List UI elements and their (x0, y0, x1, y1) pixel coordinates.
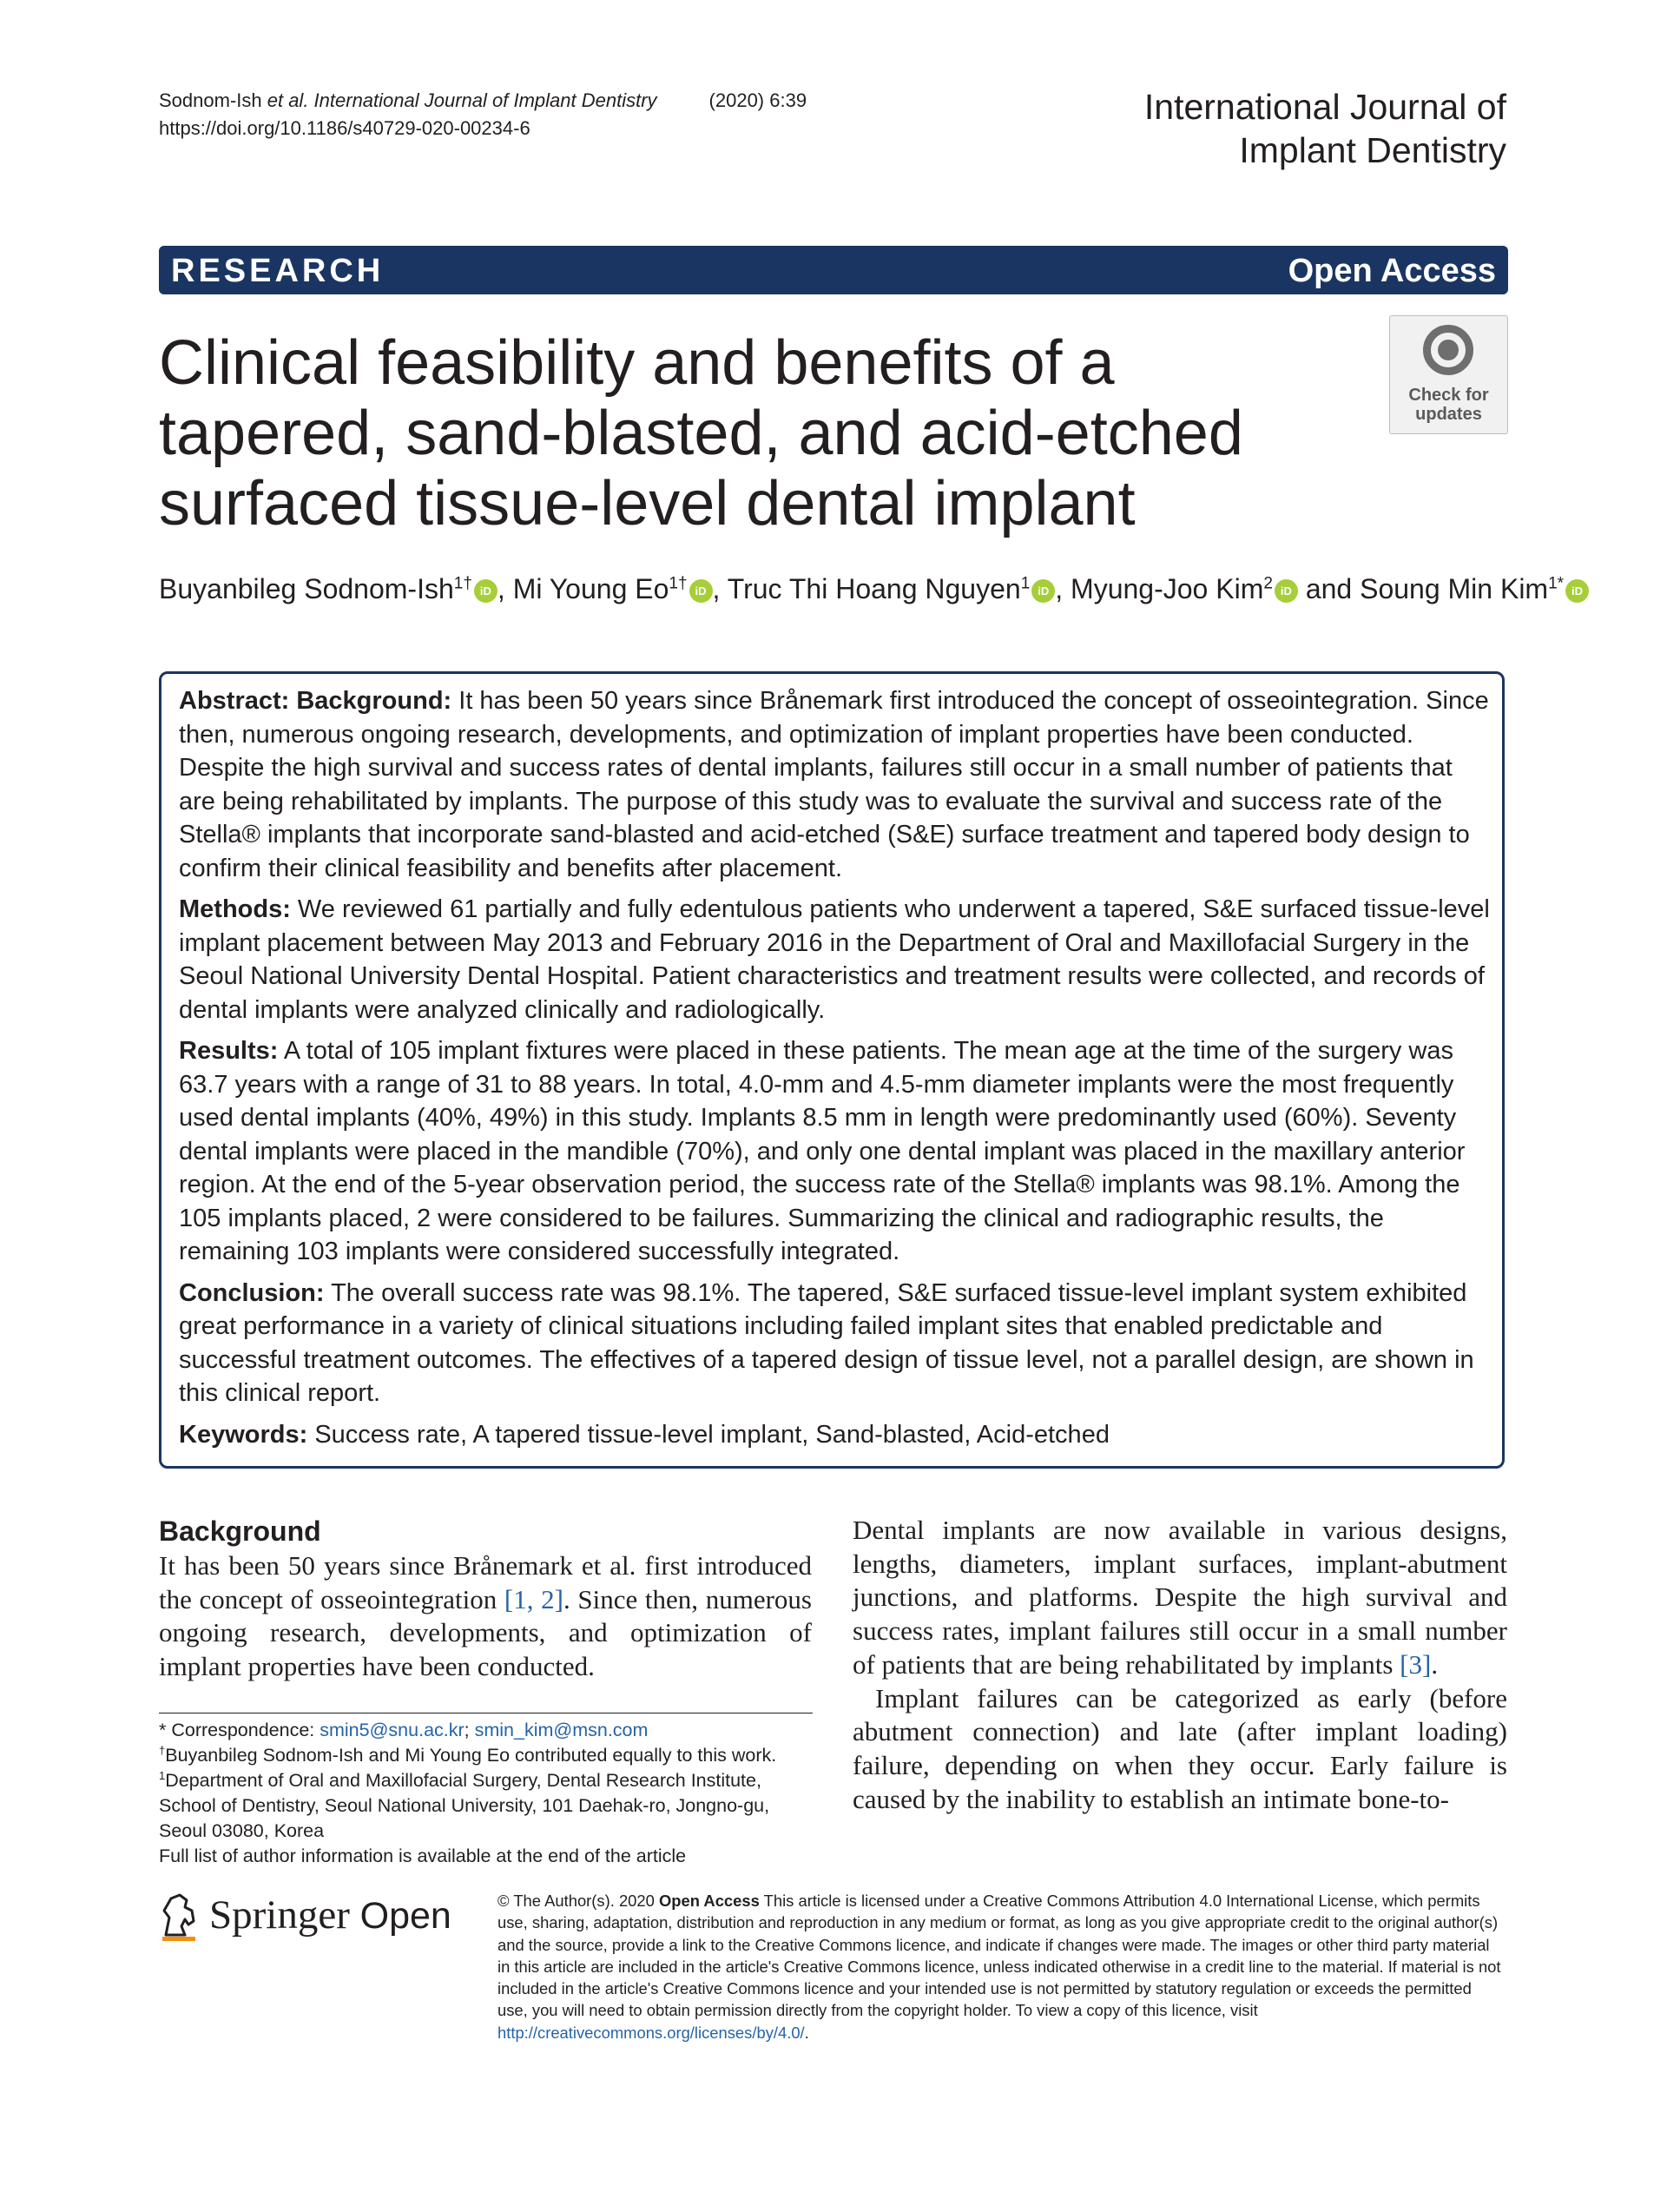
body-text: . Since then, numerous ongoing research, developments, and optimization of implant properties have been conducted. (159, 1583, 812, 1682)
author (728, 573, 1056, 604)
check-updates-icon (1423, 325, 1473, 375)
affiliation-note (159, 1768, 819, 1844)
license-end: . (804, 2023, 809, 2042)
abstract-background-label: Abstract: Background: (179, 687, 452, 715)
license-statement (497, 1890, 1505, 2044)
springer-wordmark (209, 1892, 451, 1938)
abstract-background-text: It has been 50 years since Brånemark first introduced the concept of osseointegration. Since then, numerous ongoing research, developments, and optimization of implant properties have been conducted. Despite the high survival and success rates of dental implants, failures still occur in a small number of patients that are being rehabilitated by implants. The purpose of this study was to evaluate the survival and success rate of the Stella® implants that incorporate sand-blasted and acid-etched (S&E) surface treatment and tapered body design to confirm their clinical feasibility and benefits after placement. (179, 687, 1489, 882)
journal-name (1144, 85, 1506, 172)
author-affiliation-mark: 1† (453, 574, 472, 593)
license-text: This article is licensed under a Creative Commons Attribution 4.0 International License, which permits use, sharing, adaptation, distribution and reproduction in any medium or format, as long as you give appropriate credit to the original author(s) and the source, provide a link to the Creative Commons licence, and indicate if changes were made. The images or other third party material in this article are included in the article's Creative Commons licence, unless indicated otherwise in a credit line to the material. If material is not included in the article's Creative Commons licence and your intended use is not permitted by statutory regulation or exceeds the permitted use, you will need to obtain permission directly from the copyright holder. To view a copy of this licence, visit (497, 1892, 1501, 2020)
article-type-label: RESEARCH (171, 253, 385, 289)
abstract-methods (179, 893, 1490, 1027)
author (513, 573, 713, 604)
body-text: . (1431, 1648, 1439, 1680)
article-type-banner (159, 246, 1508, 294)
citation-authors: Sodnom-Ish (159, 89, 267, 111)
citation-link[interactable]: [3] (1400, 1648, 1432, 1680)
author-affiliation-mark: 2 (1263, 574, 1273, 593)
running-header (159, 87, 807, 142)
body-paragraph: Implant failures can be categorized as early (before abutment connection) and late (after implant loading) failure, depending on when they occur. Early failure is caused by the inability to establish an intimate bone-to- (853, 1682, 1507, 1814)
springer-horse-icon (159, 1892, 202, 1942)
email-link[interactable]: smin5@snu.ac.kr (320, 1720, 465, 1740)
springer-name: Springer (209, 1892, 350, 1938)
doi-link[interactable]: https://doi.org/10.1186/s40729-020-00234-6 (159, 117, 530, 139)
abstract-keywords-text: Success rate, A tapered tissue-level implant, Sand-blasted, Acid-etched (307, 1420, 1110, 1449)
orcid-icon[interactable]: iD (689, 579, 713, 603)
orcid-icon[interactable]: iD (1565, 579, 1589, 603)
abstract-results-text: A total of 105 implant fixtures were placed in these patients. The mean age at the time of the surgery was 63.7 years with a range of 31 to 88 years. In total, 4.0-mm and 4.5-mm diameter implants were the most frequently used dental implants (40%, 49%) in this study. Implants 8.5 mm in length were predominantly used (60%). Seventy dental implants were placed in the mandible (70%), and only one dental implant was placed in the maxillary anterior region. At the end of the 5-year observation period, the success rate of the Stella® implants was 98.1%. Among the 105 implants placed, 2 were considered to be failures. Summarizing the clinical and radiographic results, the remaining 103 implants were considered successfully integrated. (179, 1037, 1466, 1265)
citation-journal: et al. International Journal of Implant Dentistry (267, 89, 657, 111)
orcid-icon[interactable]: iD (474, 579, 497, 603)
citation-year: (2020) 6:39 (708, 89, 807, 111)
correspondence (159, 1718, 819, 1743)
abstract-conclusion (179, 1277, 1490, 1410)
article-title: Clinical feasibility and benefits of a tapered, sand-blasted, and acid-etched surfaced tissue-level dental implant (159, 328, 1243, 538)
author-affiliation-mark: 1 (1020, 574, 1031, 593)
abstract-content (179, 684, 1490, 1459)
abstract-conclusion-label: Conclusion: (179, 1278, 325, 1307)
author-affiliation-mark: 1† (669, 574, 688, 593)
equal-contribution-text: Buyanbileg Sodnom-Ish and Mi Young Eo contributed equally to this work. (165, 1745, 777, 1766)
license-link[interactable]: http://creativecommons.org/licenses/by/4.0/ (497, 2023, 805, 2042)
author-affiliation-mark: 1* (1548, 574, 1565, 593)
section-heading-background: Background (159, 1515, 321, 1547)
abstract-keywords-label: Keywords: (179, 1420, 308, 1449)
author-separator: , (497, 573, 513, 604)
author (1071, 573, 1298, 604)
author-list (159, 570, 1589, 608)
author-separator: , (712, 573, 728, 604)
body-column-right (853, 1514, 1507, 1816)
citation-link[interactable]: [1, 2] (504, 1583, 563, 1614)
orcid-icon[interactable]: iD (1275, 579, 1298, 603)
abstract-conclusion-text: The overall success rate was 98.1%. The tapered, S&E surfaced tissue-level implant system exhibited great performance in a variety of clinical situations including failed implant sites that enabled predictable and successful treatment outcomes. The effectives of a tapered design of tissue level, not a parallel design, are shown in this clinical report. (179, 1278, 1474, 1407)
body-text: It has been 50 years since Brånemark et al. first introduced the concept of osseointegration (159, 1550, 812, 1614)
author-separator: and (1297, 573, 1361, 604)
body-paragraph (159, 1549, 812, 1684)
check-updates-line1: Check for (1408, 386, 1489, 405)
body-paragraph (853, 1514, 1507, 1682)
author-name: Buyanbileg Sodnom-Ish (159, 573, 454, 604)
copyright-text: © The Author(s). 2020 (497, 1892, 659, 1910)
footnotes (159, 1718, 819, 1869)
orcid-icon[interactable]: iD (1031, 579, 1055, 603)
footnote-mark: 1 (159, 1768, 166, 1782)
citation-line (159, 87, 807, 115)
equal-contribution-note (159, 1743, 819, 1768)
author (159, 573, 497, 604)
affiliation-text: Department of Oral and Maxillofacial Surgery, Dental Research Institute, School of Dentistry, Seoul National University, 101 Daehak-ro, Jongno-gu, Seoul 03080, Korea (159, 1770, 770, 1841)
footnote-mark: † (159, 1743, 166, 1757)
abstract-background (179, 684, 1490, 885)
full-author-info-note: Full list of author information is available at the end of the article (159, 1846, 687, 1866)
abstract-box (159, 671, 1505, 1469)
body-text: Dental implants are now available in various designs, lengths, diameters, implant surfaces, implant-abutment junctions, and platforms. Despite the high survival and success rates, implant failures still occur in a small number of patients that are being rehabilitated by implants (853, 1515, 1507, 1680)
author-separator: , (1055, 573, 1071, 604)
abstract-results (179, 1034, 1490, 1269)
body-column-left (159, 1514, 812, 1684)
journal-name-line1: International Journal of (1143, 87, 1506, 127)
abstract-keywords (179, 1418, 1490, 1452)
abstract-methods-text: We reviewed 61 partially and fully edentulous patients who underwent a tapered, S&E surfaced tissue-level implant placement between May 2013 and February 2016 in the Department of Oral and Maxillofacial Surgery in the Seoul National University Dental Hospital. Patient characteristics and treatment results were collected, and records of dental implants were analyzed clinically and radiologically. (179, 895, 1490, 1024)
correspondence-label: * Correspondence: (159, 1720, 320, 1740)
check-updates-text (1390, 386, 1507, 424)
springer-open-label: Open (359, 1895, 451, 1937)
email-separator: ; (464, 1720, 475, 1740)
open-access-label: Open Access (1288, 253, 1496, 289)
author-name: Myung-Joo Kim (1071, 573, 1264, 604)
abstract-results-label: Results: (179, 1037, 279, 1065)
license-open-access-label: Open Access (658, 1892, 760, 1910)
author-name: Soung Min Kim (1360, 573, 1549, 604)
email-link[interactable]: smin_kim@msn.com (474, 1720, 649, 1740)
author-name: Truc Thi Hoang Nguyen (727, 573, 1021, 604)
journal-name-line2: Implant Dentistry (1239, 130, 1506, 170)
check-for-updates-badge[interactable] (1389, 315, 1508, 434)
author-name: Mi Young Eo (512, 573, 669, 604)
check-updates-line2: updates (1415, 405, 1482, 424)
author (1360, 573, 1589, 604)
abstract-methods-label: Methods: (179, 895, 291, 923)
